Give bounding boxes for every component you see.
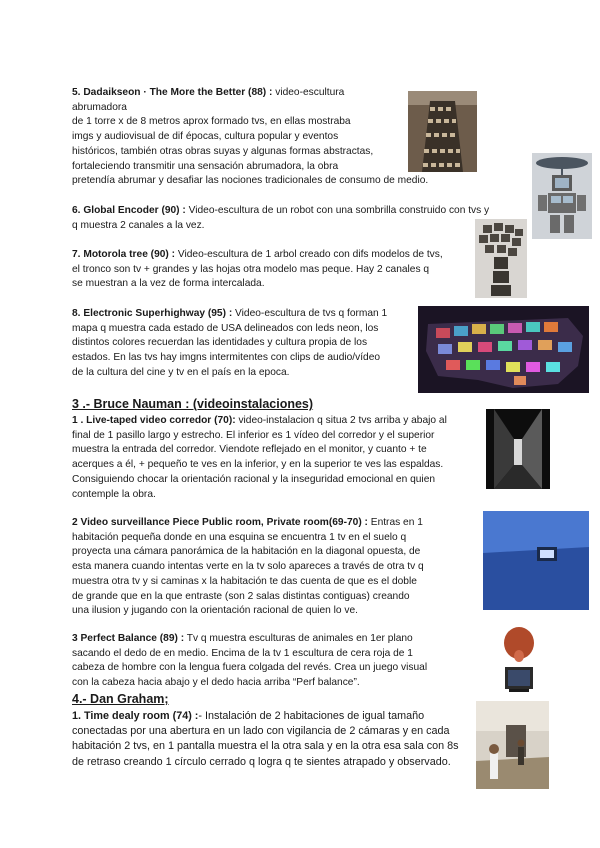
item-title: 6. Global Encoder (90) :: [72, 205, 186, 216]
section-heading-graham: 4.- Dan Graham;: [72, 692, 169, 706]
item-time-delay-room: 1. Time dealy room (74) :- Instalación de 2 habitaciones de igual tamaño conectadas por una abertura en un lado con vigilancia de 2 cámaras y en cada habitación 2 tvs, en 1 pantalla muestra el la otra sala y en la otra esa sala con 8s de retraso creando 1 círculo cerrado q logra q te sientes atrapado y observado.: [72, 710, 459, 768]
item-perfect-balance: 3 Perfect Balance (89) : Tv q muestra esculturas de animales en 1er plano sacando el dedo de en medio. Encima de la tv 1 escultura de cera roja de 1 cabeza de hombre con la lengua fuera colgada del revés. Crea un juego visual con la cabeza hacia abajo y el dedo hacia arriba “Perf balance”.: [72, 633, 428, 689]
item-global-encoder: 6. Global Encoder (90) : Video-escultura de un robot con una sombrilla construido con tvs y q muestra 2 canales a la vez.: [72, 205, 490, 231]
item-title: 1. Time dealy room (74) :: [72, 710, 199, 722]
item-video-surveillance: 2 Video surveillance Piece Public room, Private room(69-70) : Entras en 1 habitación pequeña donde en una esquina se encuentra 1 tv en el suelo q proyecta una cámara panorámica de la habitación en la diagonal opuesta, de esta manera cuando intentas verte en la tv solo apareces a través de otra tv q muestra otra tv y si caminas x la habitación te das cuenta de que es el doble de grande que en la que entraste (son 2 salas distintas contiguas) creando una ilusion y jugando con la orientación racional de quien lo ve.: [72, 517, 424, 617]
time-delay-room-photo: [476, 701, 549, 789]
item-title: 7. Motorola tree (90) :: [72, 249, 176, 260]
item-title: 3 Perfect Balance (89) :: [72, 633, 185, 644]
motorola-tree-photo: [475, 219, 527, 298]
dadaikseon-photo: [408, 91, 477, 172]
perfect-balance-photo: [491, 623, 547, 698]
item-motorola-tree: 7. Motorola tree (90) : Video-escultura de 1 arbol creado con difs modelos de tvs, el tronco son tv + grandes y las hojas otra modelo mas peque. Hay 2 canales q se muestran a la vez de forma intercalada.: [72, 249, 443, 290]
item-title: 2 Video surveillance Piece Public room, Private room(69-70) :: [72, 517, 368, 528]
item-live-taped-corridor: 1 . Live-taped video corredor (70): video-instalacion q situa 2 tvs arriba y abajo al final de 1 pasillo largo y estrecho. El inferior es 1 vídeo del corredor y el superior muestra la entrada del corredor. Viendote reflejado en el monitor, y cuanto + te acerques a él, + pequeño te ves en la inferior, y en la superior te ves las espaldas. Consiguiendo chocar la orientación racional y la inseguridad emocional en quien contemple la obra.: [72, 415, 447, 500]
item-title: 8. Electronic Superhighway (95) :: [72, 308, 233, 319]
section-heading-nauman: 3 .- Bruce Nauman : (videoinstalaciones): [72, 397, 314, 411]
item-dadaikseon: 5. Dadaikseon · The More the Better (88) : video-escultura abrumadora de 1 torre x de 8 metros aprox formado tvs, en ellas mostraba imgs y audiovisual de dif épocas, cultura popular y eventos históricos, también otras obras suyas y algunas formas abstractas, fortaleciendo transmitir una sensación abrumadora, la obra pretendía abrumar y desafiar las nociones tradicionales de consumo de medio.: [72, 87, 429, 187]
global-encoder-photo: [532, 153, 592, 239]
item-electronic-superhighway: 8. Electronic Superhighway (95) : Video-escultura de tvs q forman 1 mapa q muestra cada estado de USA delineados con leds neon, los distintos colores recuerdan las identidades y cultura propia de los estados. En las tvs hay imgns intermitentes con clips de audio/vídeo de la cultura del cine y tv en el país en la epoca.: [72, 308, 388, 378]
item-title: 5. Dadaikseon · The More the Better (88) :: [72, 87, 273, 98]
electronic-superhighway-photo: [418, 306, 589, 393]
live-taped-corridor-photo: [486, 409, 550, 489]
video-surveillance-photo: [483, 511, 589, 610]
item-title: 1 . Live-taped video corredor (70):: [72, 415, 236, 426]
